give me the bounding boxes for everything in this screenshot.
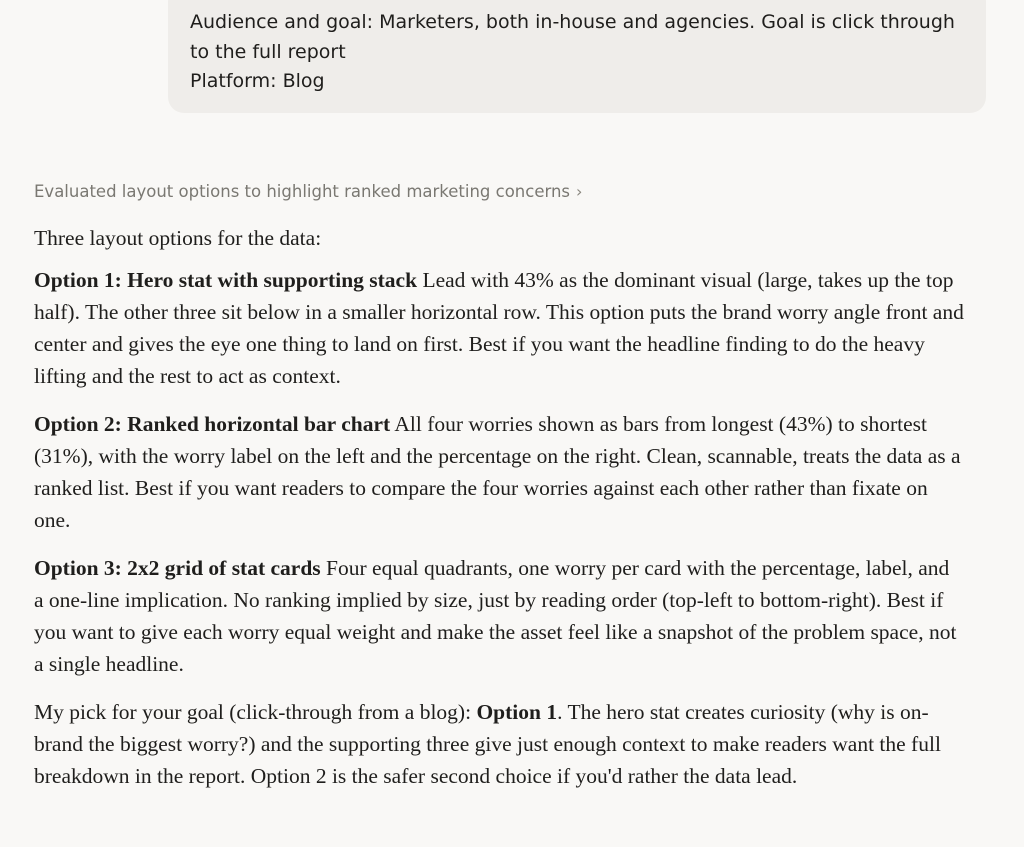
option-1-title: Option 1: Hero stat with supporting stack bbox=[34, 268, 418, 292]
option-1-paragraph bbox=[34, 264, 964, 392]
option-2-title: Option 2: Ranked horizontal bar chart bbox=[34, 412, 391, 436]
response-intro: Three layout options for the data: bbox=[34, 226, 322, 250]
user-message-audience: Audience and goal: Marketers, both in-house and agencies. Goal is click through to the full report bbox=[190, 11, 955, 63]
chevron-right-icon: › bbox=[576, 182, 583, 201]
assistant-response bbox=[34, 222, 964, 808]
option-3-paragraph bbox=[34, 552, 964, 680]
user-message-bubble bbox=[168, 0, 986, 113]
recommendation-prefix: My pick for your goal (click-through from a blog): bbox=[34, 700, 477, 724]
option-3-body: Four equal quadrants, one worry per card with the percentage, label, and a one-line implication. No ranking implied by size, just by reading order (top-left to bottom-right). Best if you want to give each worry equal weight and make the asset feel like a snapshot of the problem space, not a single headline. bbox=[34, 556, 957, 676]
recommendation-choice: Option 1 bbox=[476, 700, 558, 724]
option-2-body: All four worries shown as bars from longest (43%) to shortest (31%), with the worry label on the left and the percentage on the right. Clean, scannable, treats the data as a ranked list. Best if you want readers to compare the four worries against each other rather than fixate on one. bbox=[34, 412, 961, 532]
user-message-platform: Platform: Blog bbox=[190, 70, 325, 92]
recommendation-paragraph bbox=[34, 696, 964, 792]
recommendation-suffix: . The hero stat creates curiosity (why is on-brand the biggest worry?) and the supporting three give just enough context to make readers want the full breakdown in the report. Option 2 is the safer second choice if you'd rather the data lead. bbox=[34, 700, 941, 788]
option-2-paragraph bbox=[34, 408, 964, 536]
option-1-body: Lead with 43% as the dominant visual (large, takes up the top half). The other three sit below in a smaller horizontal row. This option puts the brand worry angle front and center and gives the eye one thing to land on first. Best if you want the headline finding to do the heavy lifting and the rest to act as context. bbox=[34, 268, 964, 388]
thinking-summary-label: Evaluated layout options to highlight ranked marketing concerns bbox=[34, 182, 571, 201]
option-3-title: Option 3: 2x2 grid of stat cards bbox=[34, 556, 321, 580]
thinking-summary-toggle[interactable] bbox=[34, 182, 582, 201]
